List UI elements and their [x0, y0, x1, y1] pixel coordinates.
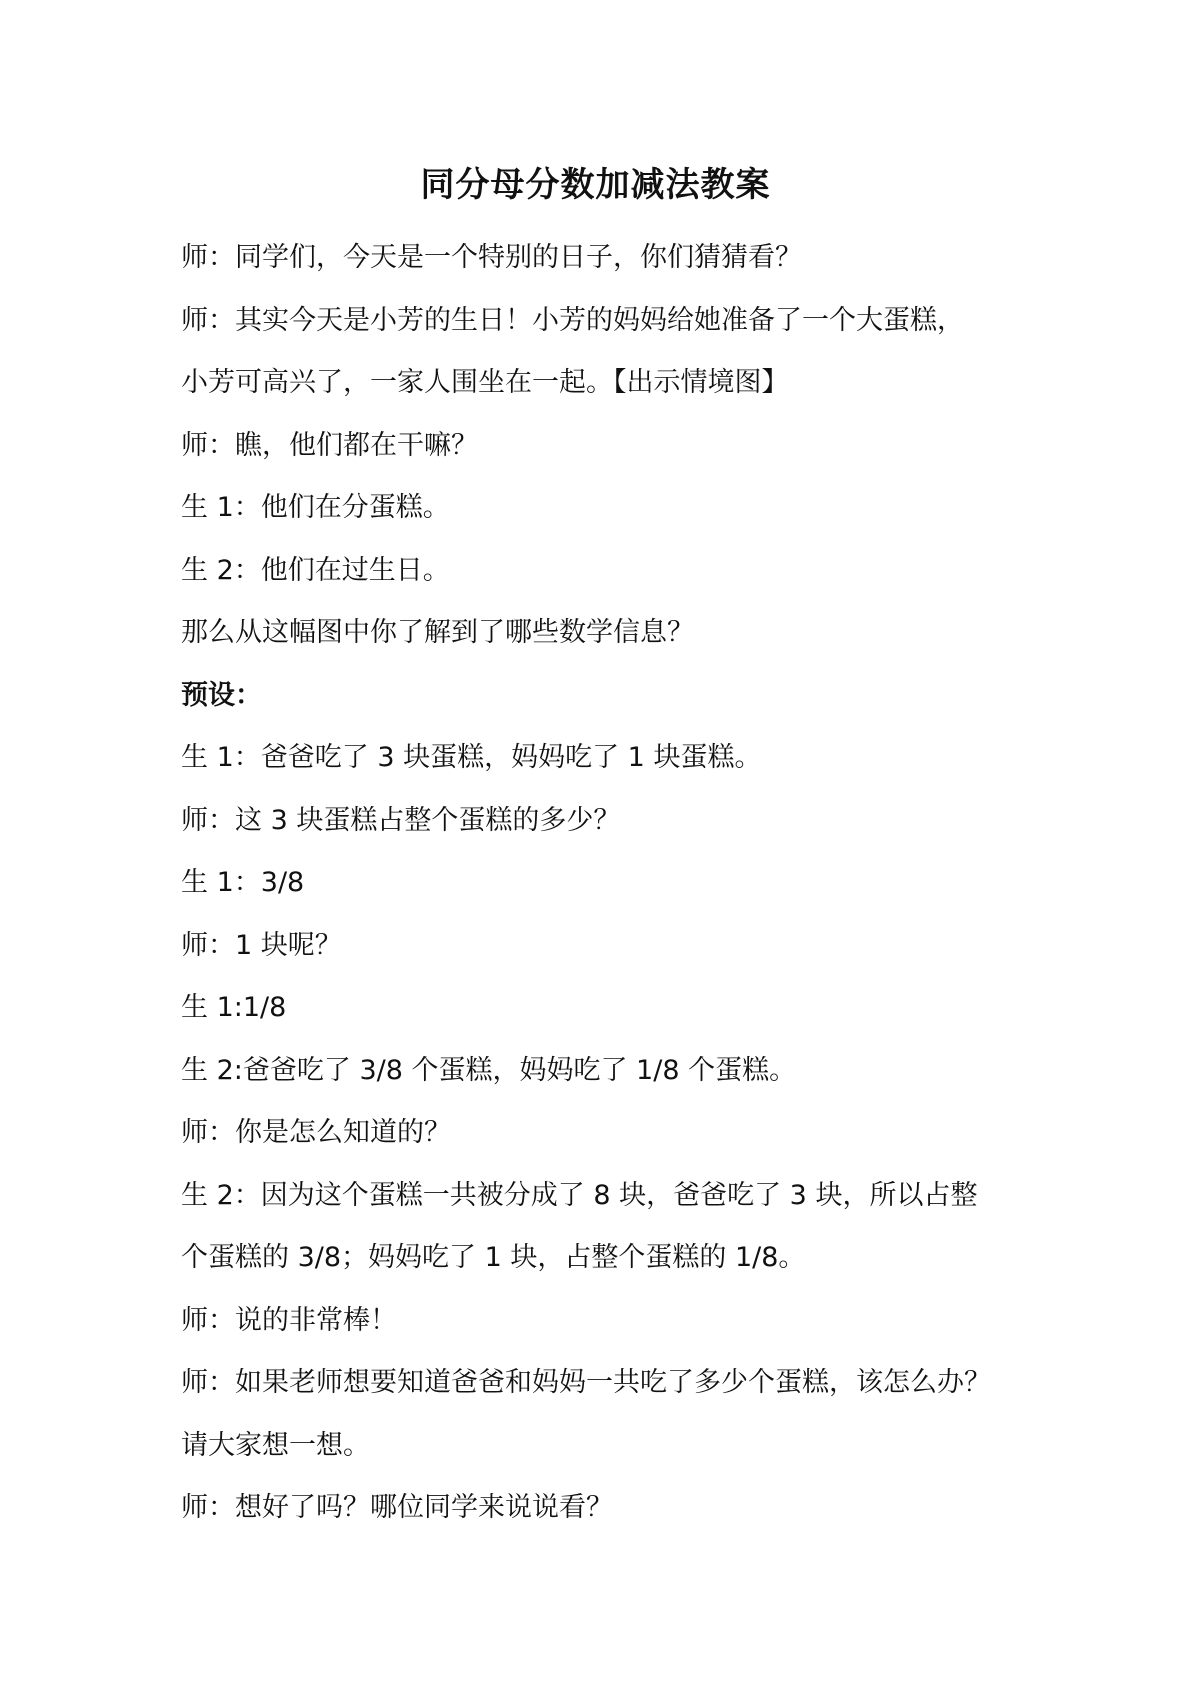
text-line: 师：同学们，今天是一个特别的日子，你们猜猜看？ — [181, 242, 802, 273]
text-line: 小芳可高兴了，一家人围坐在一起。【出示情境图】 — [181, 367, 789, 398]
text-line: 那么从这幅图中你了解到了哪些数学信息？ — [181, 617, 694, 648]
text-line: 生 2：因为这个蛋糕一共被分成了 8 块，爸爸吃了 3 块，所以占整 — [181, 1179, 978, 1211]
text-line: 师：这 3 块蛋糕占整个蛋糕的多少？ — [181, 804, 621, 836]
text-line: 生 1：他们在分蛋糕。 — [181, 492, 450, 523]
text-line: 师：说的非常棒！ — [181, 1304, 397, 1336]
text-line: 师：1 块呢？ — [181, 929, 342, 961]
text-line: 预设： — [181, 679, 262, 711]
document-body — [181, 227, 1061, 1540]
text-line: 生 1:1/8 — [181, 992, 287, 1023]
text-line: 请大家想一想。 — [181, 1429, 370, 1461]
text-line: 生 1：3/8 — [181, 867, 305, 898]
text-line: 个蛋糕的 3/8；妈妈吃了 1 块，占整个蛋糕的 1/8。 — [181, 1242, 806, 1273]
text-line: 师：想好了吗？哪位同学来说说看？ — [181, 1492, 613, 1523]
text-line: 生 2：他们在过生日。 — [181, 554, 450, 586]
text-line: 师：如果老师想要知道爸爸和妈妈一共吃了多少个蛋糕，该怎么办？ — [181, 1367, 991, 1398]
text-line: 生 1：爸爸吃了 3 块蛋糕，妈妈吃了 1 块蛋糕。 — [181, 742, 762, 773]
text-line: 师：其实今天是小芳的生日！小芳的妈妈给她准备了一个大蛋糕， — [181, 304, 964, 336]
text-line: 师：瞧，他们都在干嘛？ — [181, 429, 478, 461]
text-line: 师：你是怎么知道的？ — [181, 1117, 451, 1148]
document-title: 同分母分数加减法教案 — [420, 165, 771, 205]
text-line: 生 2:爸爸吃了 3/8 个蛋糕，妈妈吃了 1/8 个蛋糕。 — [181, 1054, 797, 1086]
